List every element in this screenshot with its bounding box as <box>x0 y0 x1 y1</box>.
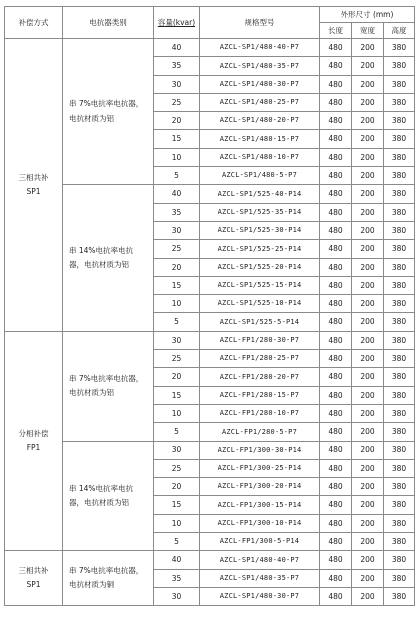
length-cell: 480 <box>320 496 352 514</box>
length-cell: 480 <box>320 240 352 258</box>
width-cell: 200 <box>352 459 384 477</box>
capacity-cell: 20 <box>154 368 200 386</box>
capacity-cell: 25 <box>154 459 200 477</box>
length-cell: 480 <box>320 441 352 459</box>
height-cell: 380 <box>384 93 415 111</box>
capacity-cell: 15 <box>154 496 200 514</box>
height-cell: 380 <box>384 350 415 368</box>
width-cell: 200 <box>352 57 384 75</box>
length-cell: 480 <box>320 130 352 148</box>
width-cell: 200 <box>352 167 384 185</box>
group-label: 三相共补 SP1 <box>5 551 63 606</box>
length-cell: 480 <box>320 587 352 605</box>
height-cell: 380 <box>384 368 415 386</box>
table-row <box>5 39 415 57</box>
length-cell: 480 <box>320 148 352 166</box>
width-cell: 200 <box>352 368 384 386</box>
capacity-cell: 25 <box>154 350 200 368</box>
length-cell: 480 <box>320 276 352 294</box>
height-cell: 380 <box>384 167 415 185</box>
model-cell: AZCL-SP1/525-40-P14 <box>200 185 320 203</box>
width-cell: 200 <box>352 39 384 57</box>
height-cell: 380 <box>384 39 415 57</box>
model-cell: AZCL-FP1/300-10-P14 <box>200 514 320 532</box>
capacity-cell: 10 <box>154 404 200 422</box>
length-cell: 480 <box>320 404 352 422</box>
spec-table <box>4 6 415 606</box>
model-cell: AZCL-SP1/525-25-P14 <box>200 240 320 258</box>
length-cell: 480 <box>320 258 352 276</box>
height-cell: 380 <box>384 496 415 514</box>
model-cell: AZCL-SP1/480-15-P7 <box>200 130 320 148</box>
capacity-cell: 30 <box>154 221 200 239</box>
model-cell: AZCL-SP1/525-10-P14 <box>200 295 320 313</box>
model-cell: AZCL-SP1/525-30-P14 <box>200 221 320 239</box>
length-cell: 480 <box>320 551 352 569</box>
length-cell: 480 <box>320 386 352 404</box>
length-cell: 480 <box>320 167 352 185</box>
width-cell: 200 <box>352 258 384 276</box>
model-cell: AZCL-SP1/480-40-P7 <box>200 39 320 57</box>
height-cell: 380 <box>384 112 415 130</box>
capacity-cell: 35 <box>154 569 200 587</box>
height-cell: 380 <box>384 148 415 166</box>
header-model: 规格型号 <box>200 7 320 39</box>
capacity-cell: 30 <box>154 75 200 93</box>
capacity-cell: 20 <box>154 112 200 130</box>
capacity-cell: 15 <box>154 130 200 148</box>
reactor-type: 串 14%电抗率电抗器，电抗材质为铝 <box>63 185 154 331</box>
capacity-cell: 20 <box>154 478 200 496</box>
model-cell: AZCL-SP1/525-20-P14 <box>200 258 320 276</box>
width-cell: 200 <box>352 350 384 368</box>
group-label: 分相补偿 FP1 <box>5 331 63 551</box>
capacity-cell: 15 <box>154 276 200 294</box>
height-cell: 380 <box>384 203 415 221</box>
group-label: 三相共补 SP1 <box>5 39 63 332</box>
model-cell: AZCL-SP1/480-35-P7 <box>200 569 320 587</box>
width-cell: 200 <box>352 276 384 294</box>
table-row <box>5 441 415 459</box>
height-cell: 380 <box>384 221 415 239</box>
length-cell: 480 <box>320 569 352 587</box>
width-cell: 200 <box>352 496 384 514</box>
width-cell: 200 <box>352 148 384 166</box>
header-group: 补偿方式 <box>5 7 63 39</box>
capacity-cell: 40 <box>154 551 200 569</box>
length-cell: 480 <box>320 514 352 532</box>
length-cell: 480 <box>320 93 352 111</box>
table-row <box>5 185 415 203</box>
capacity-cell: 25 <box>154 240 200 258</box>
capacity-cell: 15 <box>154 386 200 404</box>
width-cell: 200 <box>352 112 384 130</box>
width-cell: 200 <box>352 93 384 111</box>
length-cell: 480 <box>320 203 352 221</box>
height-cell: 380 <box>384 404 415 422</box>
capacity-cell: 30 <box>154 587 200 605</box>
length-cell: 480 <box>320 185 352 203</box>
model-cell: AZCL-FP1/300-30-P14 <box>200 441 320 459</box>
capacity-cell: 30 <box>154 441 200 459</box>
width-cell: 200 <box>352 295 384 313</box>
model-cell: AZCL-FP1/280-20-P7 <box>200 368 320 386</box>
model-cell: AZCL-SP1/480-25-P7 <box>200 93 320 111</box>
header-type: 电抗器类别 <box>63 7 154 39</box>
model-cell: AZCL-FP1/280-25-P7 <box>200 350 320 368</box>
height-cell: 380 <box>384 331 415 349</box>
length-cell: 480 <box>320 112 352 130</box>
width-cell: 200 <box>352 130 384 148</box>
model-cell: AZCL-SP1/480-5-P7 <box>200 167 320 185</box>
model-cell: AZCL-FP1/300-5-P14 <box>200 533 320 551</box>
capacity-cell: 10 <box>154 148 200 166</box>
model-cell: AZCL-FP1/300-15-P14 <box>200 496 320 514</box>
model-cell: AZCL-SP1/480-20-P7 <box>200 112 320 130</box>
reactor-type: 串 14%电抗率电抗器，电抗材质为铝 <box>63 441 154 551</box>
model-cell: AZCL-SP1/480-40-P7 <box>200 551 320 569</box>
capacity-cell: 25 <box>154 93 200 111</box>
length-cell: 480 <box>320 423 352 441</box>
capacity-cell: 35 <box>154 203 200 221</box>
capacity-cell: 30 <box>154 331 200 349</box>
capacity-cell: 40 <box>154 185 200 203</box>
height-cell: 380 <box>384 386 415 404</box>
reactor-type: 串 7%电抗率电抗器，电抗材质为铜 <box>63 551 154 606</box>
height-cell: 380 <box>384 295 415 313</box>
model-cell: AZCL-FP1/280-15-P7 <box>200 386 320 404</box>
height-cell: 380 <box>384 569 415 587</box>
width-cell: 200 <box>352 569 384 587</box>
length-cell: 480 <box>320 331 352 349</box>
length-cell: 480 <box>320 459 352 477</box>
capacity-cell: 10 <box>154 514 200 532</box>
width-cell: 200 <box>352 478 384 496</box>
width-cell: 200 <box>352 514 384 532</box>
height-cell: 380 <box>384 441 415 459</box>
height-cell: 380 <box>384 313 415 331</box>
height-cell: 380 <box>384 533 415 551</box>
height-cell: 380 <box>384 551 415 569</box>
length-cell: 480 <box>320 221 352 239</box>
model-cell: AZCL-SP1/480-30-P7 <box>200 75 320 93</box>
model-cell: AZCL-SP1/480-10-P7 <box>200 148 320 166</box>
reactor-type: 串 7%电抗率电抗器，电抗材质为铝 <box>63 39 154 185</box>
model-cell: AZCL-FP1/300-20-P14 <box>200 478 320 496</box>
length-cell: 480 <box>320 57 352 75</box>
height-cell: 380 <box>384 587 415 605</box>
height-cell: 380 <box>384 258 415 276</box>
height-cell: 380 <box>384 423 415 441</box>
width-cell: 200 <box>352 423 384 441</box>
model-cell: AZCL-FP1/300-25-P14 <box>200 459 320 477</box>
model-cell: AZCL-SP1/525-15-P14 <box>200 276 320 294</box>
model-cell: AZCL-SP1/480-35-P7 <box>200 57 320 75</box>
capacity-cell: 5 <box>154 313 200 331</box>
width-cell: 200 <box>352 331 384 349</box>
height-cell: 380 <box>384 75 415 93</box>
length-cell: 480 <box>320 75 352 93</box>
height-cell: 380 <box>384 240 415 258</box>
length-cell: 480 <box>320 350 352 368</box>
length-cell: 480 <box>320 295 352 313</box>
height-cell: 380 <box>384 185 415 203</box>
width-cell: 200 <box>352 221 384 239</box>
width-cell: 200 <box>352 386 384 404</box>
table-row <box>5 551 415 569</box>
height-cell: 380 <box>384 130 415 148</box>
model-cell: AZCL-FP1/280-10-P7 <box>200 404 320 422</box>
width-cell: 200 <box>352 75 384 93</box>
width-cell: 200 <box>352 404 384 422</box>
table-row <box>5 331 415 349</box>
width-cell: 200 <box>352 185 384 203</box>
width-cell: 200 <box>352 551 384 569</box>
capacity-cell: 5 <box>154 167 200 185</box>
width-cell: 200 <box>352 203 384 221</box>
width-cell: 200 <box>352 441 384 459</box>
model-cell: AZCL-SP1/480-30-P7 <box>200 587 320 605</box>
length-cell: 480 <box>320 313 352 331</box>
model-cell: AZCL-FP1/280-5-P7 <box>200 423 320 441</box>
length-cell: 480 <box>320 478 352 496</box>
header-length: 长度 <box>320 23 352 39</box>
length-cell: 480 <box>320 533 352 551</box>
model-cell: AZCL-FP1/280-30-P7 <box>200 331 320 349</box>
reactor-type: 串 7%电抗率电抗器，电抗材质为铝 <box>63 331 154 441</box>
width-cell: 200 <box>352 587 384 605</box>
header-capacity: 容量(kvar) <box>154 7 200 39</box>
capacity-cell: 40 <box>154 39 200 57</box>
header-dims: 外形尺寸 (mm) <box>320 7 415 23</box>
model-cell: AZCL-SP1/525-35-P14 <box>200 203 320 221</box>
height-cell: 380 <box>384 57 415 75</box>
height-cell: 380 <box>384 459 415 477</box>
width-cell: 200 <box>352 313 384 331</box>
capacity-cell: 5 <box>154 533 200 551</box>
height-cell: 380 <box>384 514 415 532</box>
capacity-cell: 5 <box>154 423 200 441</box>
height-cell: 380 <box>384 478 415 496</box>
width-cell: 200 <box>352 240 384 258</box>
model-cell: AZCL-SP1/525-5-P14 <box>200 313 320 331</box>
length-cell: 480 <box>320 39 352 57</box>
capacity-cell: 35 <box>154 57 200 75</box>
header-width: 宽度 <box>352 23 384 39</box>
height-cell: 380 <box>384 276 415 294</box>
header-height: 高度 <box>384 23 415 39</box>
capacity-cell: 10 <box>154 295 200 313</box>
width-cell: 200 <box>352 533 384 551</box>
capacity-cell: 20 <box>154 258 200 276</box>
length-cell: 480 <box>320 368 352 386</box>
